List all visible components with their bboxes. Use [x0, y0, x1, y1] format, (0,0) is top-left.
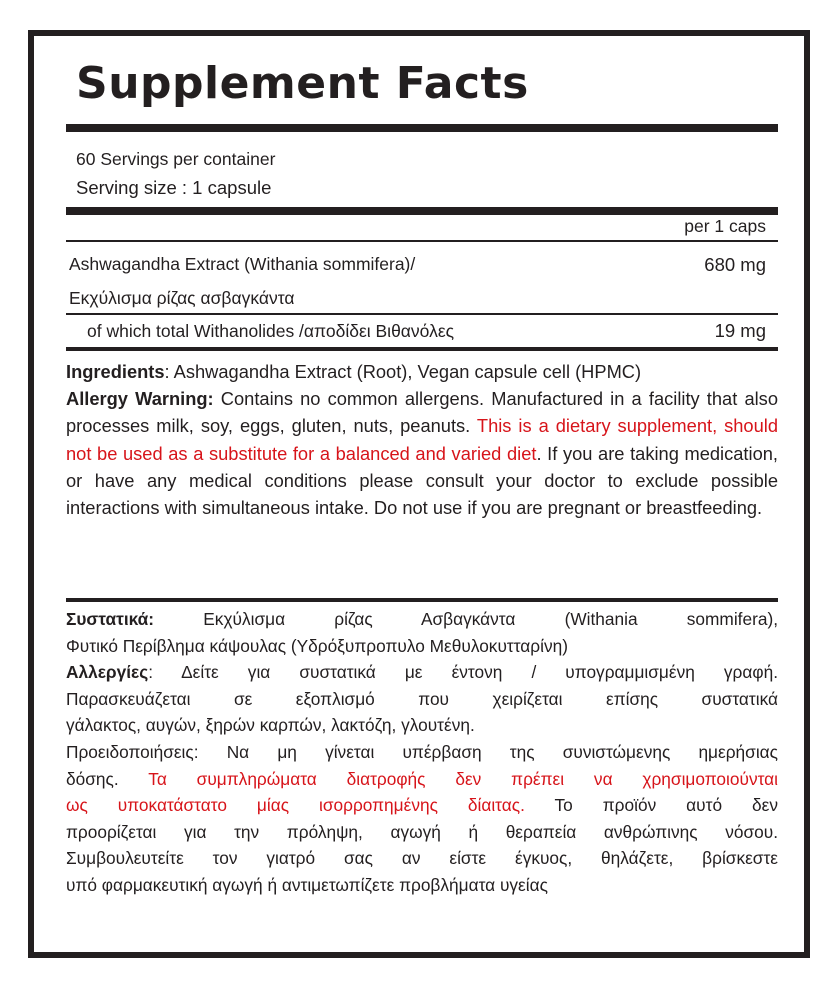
greek-allergy-line2: Παρασκευάζεται σε εξοπλισμό που χειρίζεται επίσης συστατικά: [66, 688, 778, 709]
greek-warnings-line3-post: Το προϊόν αυτό δεν: [524, 795, 778, 816]
greek-warnings-line1: Προειδοποιήσεις: Να μη γίνεται υπέρβαση της συνιστώμενης ημερήσιας: [66, 741, 778, 762]
greek-warnings-line6: υπό φαρμακευτική αγωγή ή αντιμετωπίζετε προβλήματα υγείας: [66, 874, 548, 895]
panel-title: Supplement Facts: [76, 58, 529, 109]
greek-warnings-line4: προορίζεται για την πρόληψη, αγωγή ή θεραπεία ανθρώπινης νόσου.: [66, 821, 778, 842]
panel-content: [66, 36, 778, 952]
serving-size: Serving size : 1 capsule: [76, 177, 272, 198]
greek-ingredients-line1: Εκχύλισμα ρίζας Ασβαγκάντα (Withania sommifera),: [154, 609, 778, 629]
row-divider: [66, 313, 778, 315]
facts-divider: [66, 347, 778, 351]
ingredients-label: Ingredients: [66, 361, 165, 382]
greek-info-block: [66, 606, 778, 899]
servings-per-container: 60 Servings per container: [76, 149, 276, 169]
allergy-warning-text: Contains no common allergens. Manufactured in a facility that also processes milk, soy, eggs, gluten, nuts, peanuts.: [66, 388, 778, 437]
dietary-supplement-warning: This is a dietary supplement, should not be used as a substitute for a balanced and varied diet: [66, 415, 778, 464]
per-column-header: per 1 caps: [684, 216, 766, 236]
sub-ingredient-name: of which total Withanolides /αποδίδει Βιθανόλες: [87, 321, 455, 341]
greek-warnings-line2-red: Τα συμπληρώματα διατροφής δεν πρέπει να χρησιμοποιούνται: [148, 768, 778, 789]
greek-warnings-line2-pre: δόσης.: [66, 768, 149, 789]
greek-allergy-line1: : Δείτε για συστατικά με έντονη / υπογραμμισμένη γραφή.: [148, 662, 778, 683]
greek-allergy-line3: γάλακτος, αυγών, ξηρών καρπών, λακτόζη, γλουτένη.: [66, 715, 475, 736]
title-divider: [66, 124, 778, 132]
supplement-facts-panel: [28, 30, 810, 958]
english-closing-text: . If you are taking medication, or have any medical conditions please consult your doctor to exclude possible interactions with simultaneous intake. Do not use if you are pregnant or breastfeeding.: [66, 442, 778, 519]
ingredient-name-line1: Ashwagandha Extract (Withania sommifera)/: [69, 254, 416, 274]
greek-warnings-line5: Συμβουλευτείτε τον γιατρό σας αν είστε έγκυος, θηλάζετε, βρίσκεστε: [66, 848, 778, 869]
greek-ingredients-line2: Φυτικό Περίβλημα κάψουλας (Υδρόξυπροπυλο Μεθυλοκυτταρίνη): [66, 635, 568, 656]
language-divider: [66, 598, 778, 602]
sub-ingredient-amount: 19 mg: [714, 320, 766, 341]
greek-ingredients-label: Συστατικά:: [66, 609, 155, 629]
ingredient-amount: 680 mg: [704, 254, 766, 275]
english-info-block: [66, 358, 778, 521]
greek-warnings-line3-red: ως υποκατάστατο μίας ισορροπημένης δίαιτας.: [66, 795, 525, 816]
header-divider: [66, 240, 778, 242]
ingredient-name-line2: Εκχύλισμα ρίζας ασβαγκάντα: [69, 288, 295, 308]
ingredients-text: : Ashwagandha Extract (Root), Vegan capsule cell (HPMC): [164, 361, 642, 382]
greek-allergy-label: Αλλεργίες: [66, 662, 149, 683]
allergy-warning-label: Allergy Warning:: [66, 388, 214, 410]
serving-divider: [66, 207, 778, 215]
